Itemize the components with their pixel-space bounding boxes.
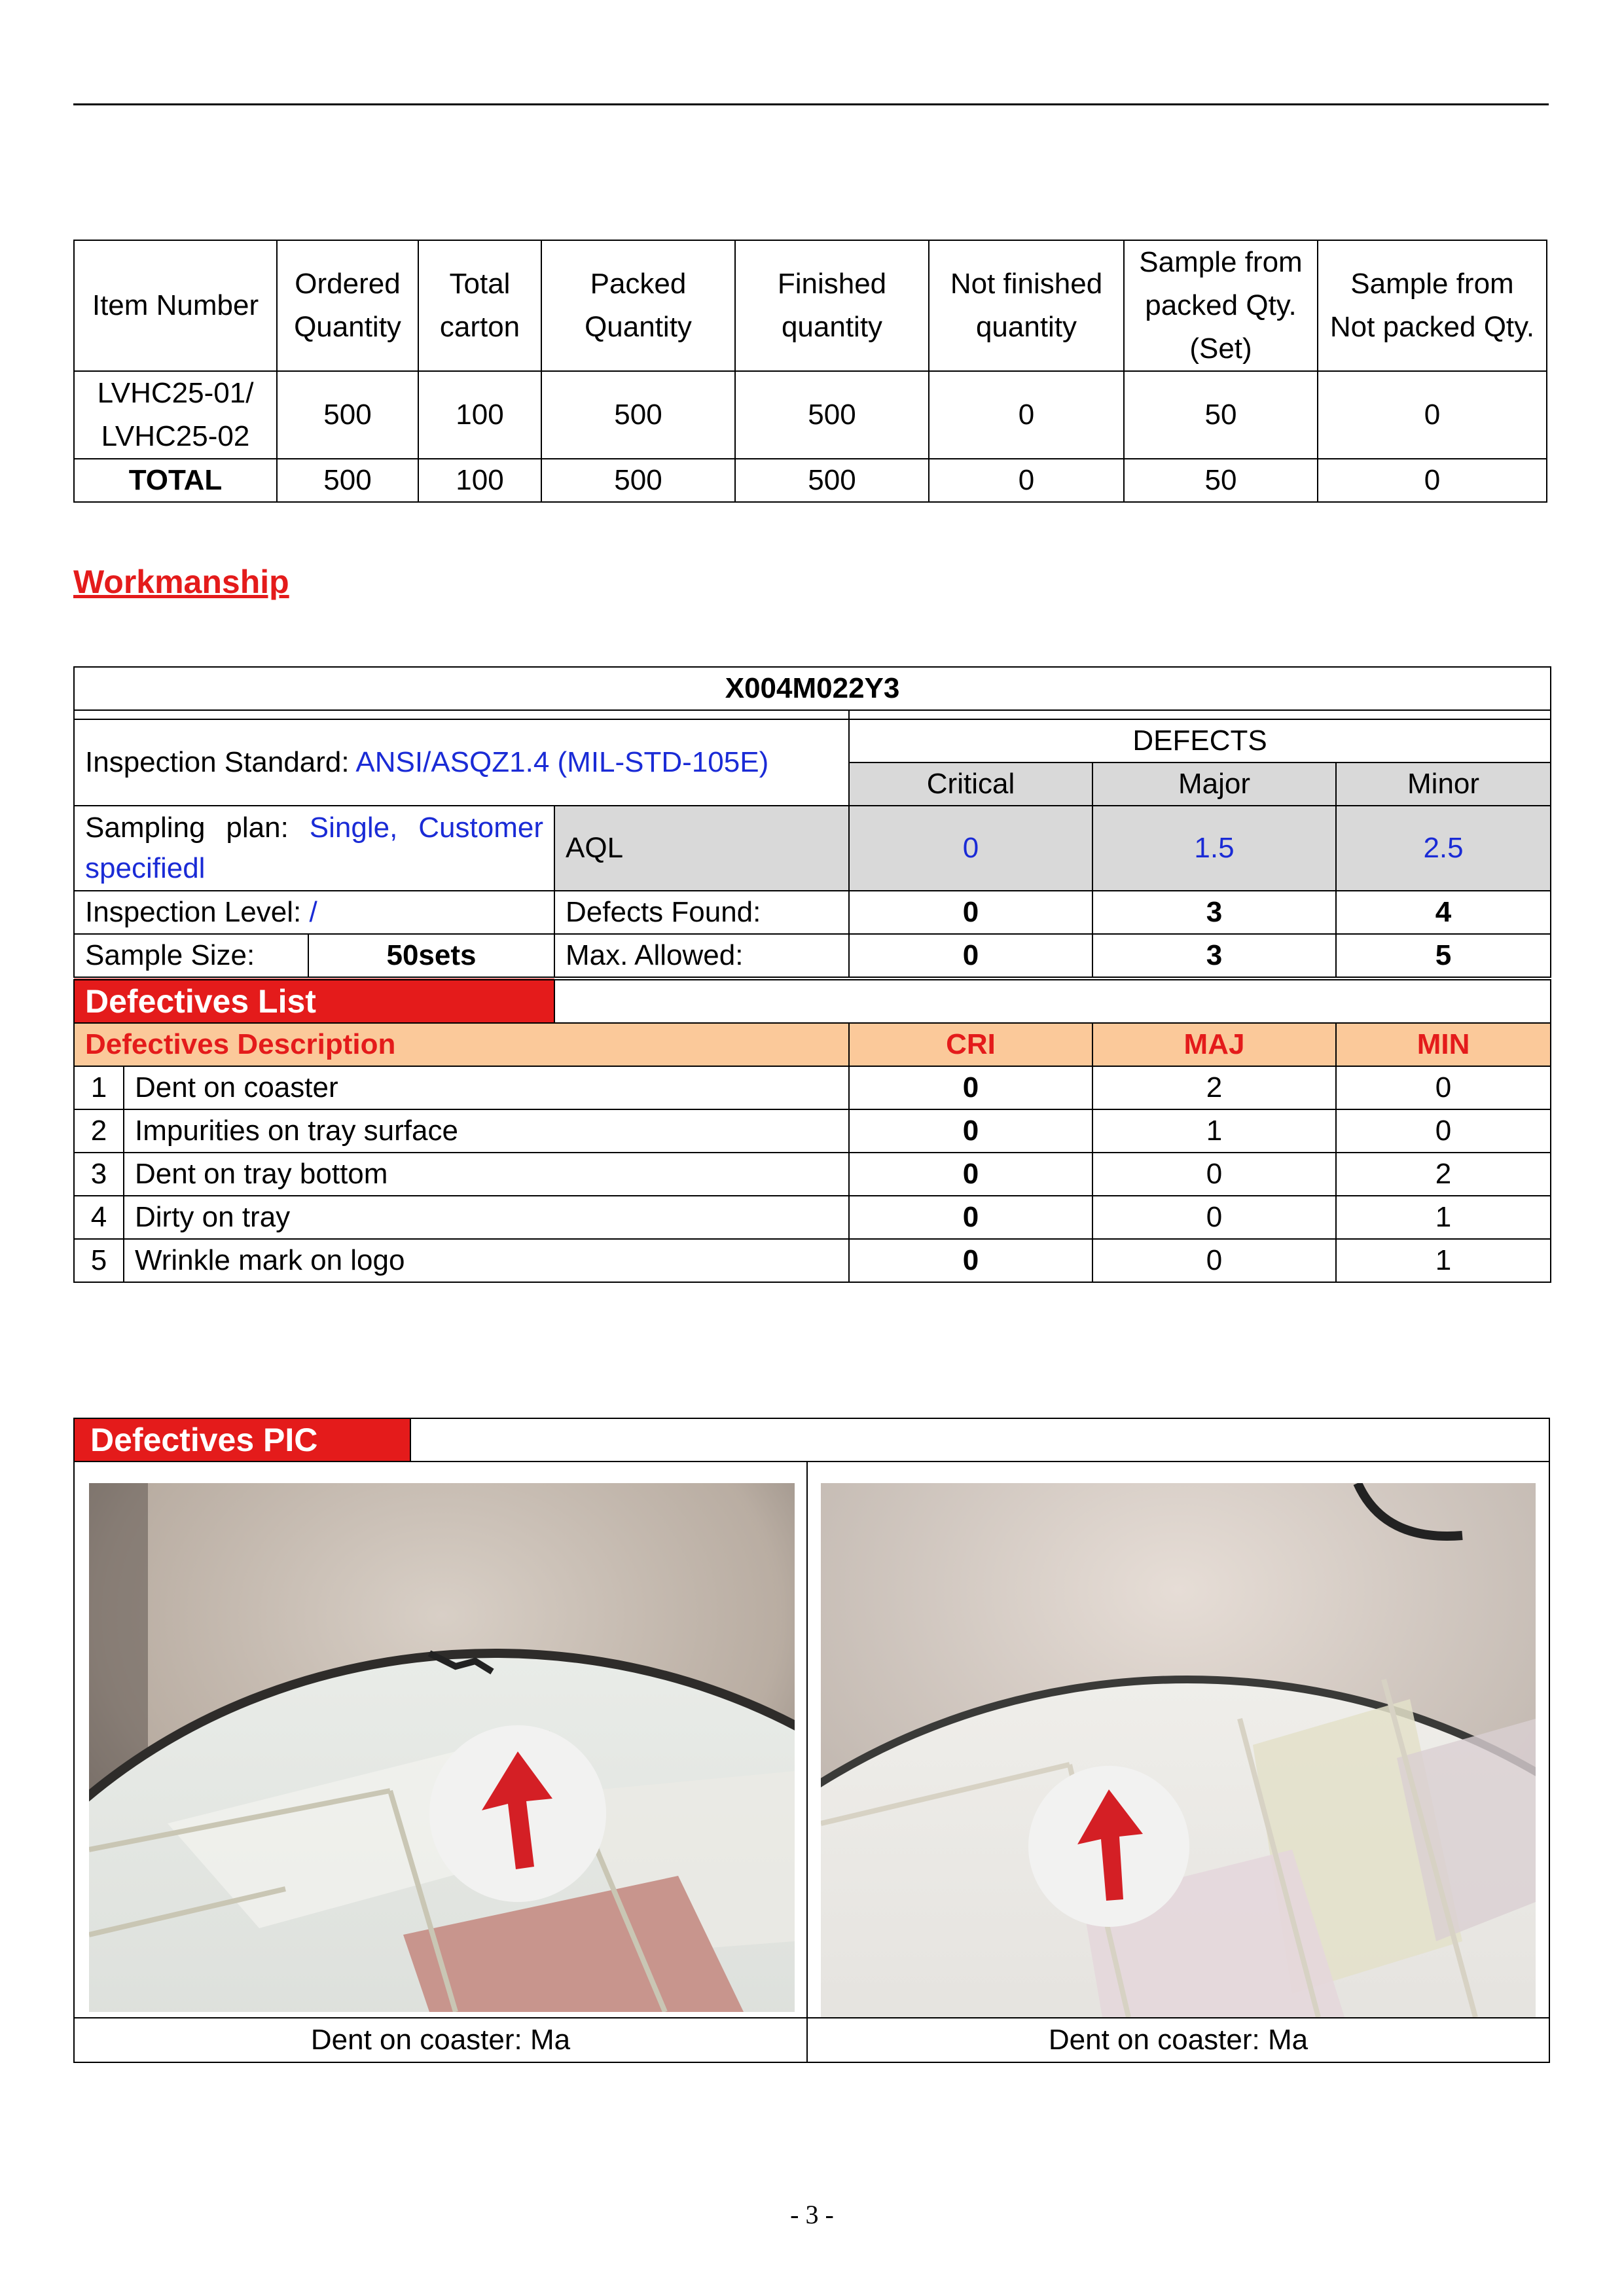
defect-description: Dirty on tray (124, 1196, 849, 1239)
defect-description: Dent on tray bottom (124, 1153, 849, 1196)
defectives-description-header: Defectives Description (74, 1023, 849, 1066)
aql-label: AQL (554, 806, 849, 891)
defect-photo (821, 1483, 1536, 2017)
total-finished: 500 (735, 459, 929, 502)
class-critical: Critical (849, 762, 1092, 806)
aql-major: 1.5 (1092, 806, 1336, 891)
found-critical: 0 (849, 891, 1092, 934)
defect-maj: 0 (1092, 1239, 1336, 1282)
sampling-plan-label: Sampling plan: (85, 812, 289, 844)
col-maj: MAJ (1092, 1023, 1336, 1066)
sample-not-packed: 0 (1318, 371, 1547, 459)
defects-found-label: Defects Found: (554, 891, 849, 934)
table-row (74, 371, 1547, 459)
quantity-table (73, 240, 1547, 503)
defect-cri: 0 (849, 1153, 1092, 1196)
sampling-plan (74, 806, 554, 891)
defect-maj: 1 (1092, 1109, 1336, 1153)
spacer-row (74, 710, 1551, 719)
defect-maj: 2 (1092, 1066, 1336, 1109)
defect-description: Impurities on tray surface (124, 1109, 849, 1153)
page-number: - 3 - (790, 2200, 834, 2229)
defectives-pic-section (73, 1418, 1550, 2063)
inspection-code: X004M022Y3 (74, 667, 1551, 710)
aql-row (74, 806, 1551, 891)
found-major: 3 (1092, 891, 1336, 934)
defect-min: 1 (1336, 1196, 1551, 1239)
defect-maj: 0 (1092, 1153, 1336, 1196)
inspection-standard-value: ANSI/ASQZ1.4 (MIL-STD-105E) (355, 746, 769, 778)
table-row (74, 1153, 1551, 1196)
max-major: 3 (1092, 934, 1336, 978)
sampling-plan-value: Single, Customer specifiedl (85, 812, 543, 884)
table-row (74, 1066, 1551, 1109)
ordered-quantity: 500 (277, 371, 418, 459)
total-carton: 100 (418, 371, 541, 459)
standard-row (74, 719, 1551, 762)
item-number: LVHC25-01/ LVHC25-02 (74, 371, 277, 459)
column-header: Ordered Quantity (277, 240, 418, 371)
total-packed: 500 (541, 459, 735, 502)
defect-no: 1 (74, 1066, 124, 1109)
packed-quantity: 500 (541, 371, 735, 459)
defect-cri: 0 (849, 1239, 1092, 1282)
found-minor: 4 (1336, 891, 1551, 934)
defectives-pic-title: Defectives PIC (75, 1419, 411, 1461)
sample-packed: 50 (1124, 371, 1318, 459)
sample-size-row (74, 934, 1551, 978)
caption-row (75, 2017, 1549, 2062)
workmanship-table (73, 666, 1551, 1283)
column-header: Packed Quantity (541, 240, 735, 371)
photo-caption: Dent on coaster: Ma (310, 2024, 571, 2056)
column-header: Item Number (74, 240, 277, 371)
defect-cri: 0 (849, 1066, 1092, 1109)
defect-description: Wrinkle mark on logo (124, 1239, 849, 1282)
column-header: Not finished quantity (929, 240, 1124, 371)
defect-photo (89, 1483, 795, 2012)
inspection-level (74, 891, 554, 934)
class-major: Major (1092, 762, 1336, 806)
total-not-finished: 0 (929, 459, 1124, 502)
section-title-workmanship: Workmanship (73, 564, 289, 600)
col-cri: CRI (849, 1023, 1092, 1066)
not-finished-quantity: 0 (929, 371, 1124, 459)
defect-min: 1 (1336, 1239, 1551, 1282)
photo-caption: Dent on coaster: Ma (1048, 2024, 1308, 2056)
aql-minor: 2.5 (1336, 806, 1551, 891)
defect-cri: 0 (849, 1196, 1092, 1239)
header-rule (73, 103, 1549, 105)
defectives-list-title: Defectives List (74, 978, 554, 1023)
quantity-table-header (74, 240, 1547, 371)
column-header: Sample from packed Qty. (Set) (1124, 240, 1318, 371)
inspection-standard (74, 719, 849, 806)
defects-header: DEFECTS (849, 719, 1551, 762)
defect-no: 3 (74, 1153, 124, 1196)
inspection-level-row (74, 891, 1551, 934)
defect-description: Dent on coaster (124, 1066, 849, 1109)
defect-no: 4 (74, 1196, 124, 1239)
defect-min: 2 (1336, 1153, 1551, 1196)
col-min: MIN (1336, 1023, 1551, 1066)
table-row (74, 1109, 1551, 1153)
total-sample-packed: 50 (1124, 459, 1318, 502)
aql-critical: 0 (849, 806, 1092, 891)
defect-no: 5 (74, 1239, 124, 1282)
inspection-standard-label: Inspection Standard: (85, 746, 350, 778)
defectives-header-row (74, 1023, 1551, 1066)
inspection-level-label: Inspection Level: (85, 896, 302, 928)
inspection-level-value: / (309, 896, 317, 928)
table-row (74, 1239, 1551, 1282)
defectives-list-title-row (74, 978, 1551, 1023)
total-label: TOTAL (74, 459, 277, 502)
finished-quantity: 500 (735, 371, 929, 459)
defectives-pic-header (75, 1419, 1549, 1462)
code-row (74, 667, 1551, 710)
total-row (74, 459, 1547, 502)
defect-min: 0 (1336, 1109, 1551, 1153)
max-minor: 5 (1336, 934, 1551, 978)
total-ordered: 500 (277, 459, 418, 502)
sample-size-label: Sample Size: (74, 934, 308, 978)
column-header: Sample from Not packed Qty. (1318, 240, 1547, 371)
defect-min: 0 (1336, 1066, 1551, 1109)
total-cartons: 100 (418, 459, 541, 502)
pic-divider (806, 1461, 808, 2062)
defect-maj: 0 (1092, 1196, 1336, 1239)
defect-no: 2 (74, 1109, 124, 1153)
column-header: Total carton (418, 240, 541, 371)
total-sample-not-packed: 0 (1318, 459, 1547, 502)
table-row (74, 1196, 1551, 1239)
max-allowed-label: Max. Allowed: (554, 934, 849, 978)
column-header: Finished quantity (735, 240, 929, 371)
max-critical: 0 (849, 934, 1092, 978)
class-minor: Minor (1336, 762, 1551, 806)
defect-cri: 0 (849, 1109, 1092, 1153)
sample-size-value: 50sets (308, 934, 554, 978)
